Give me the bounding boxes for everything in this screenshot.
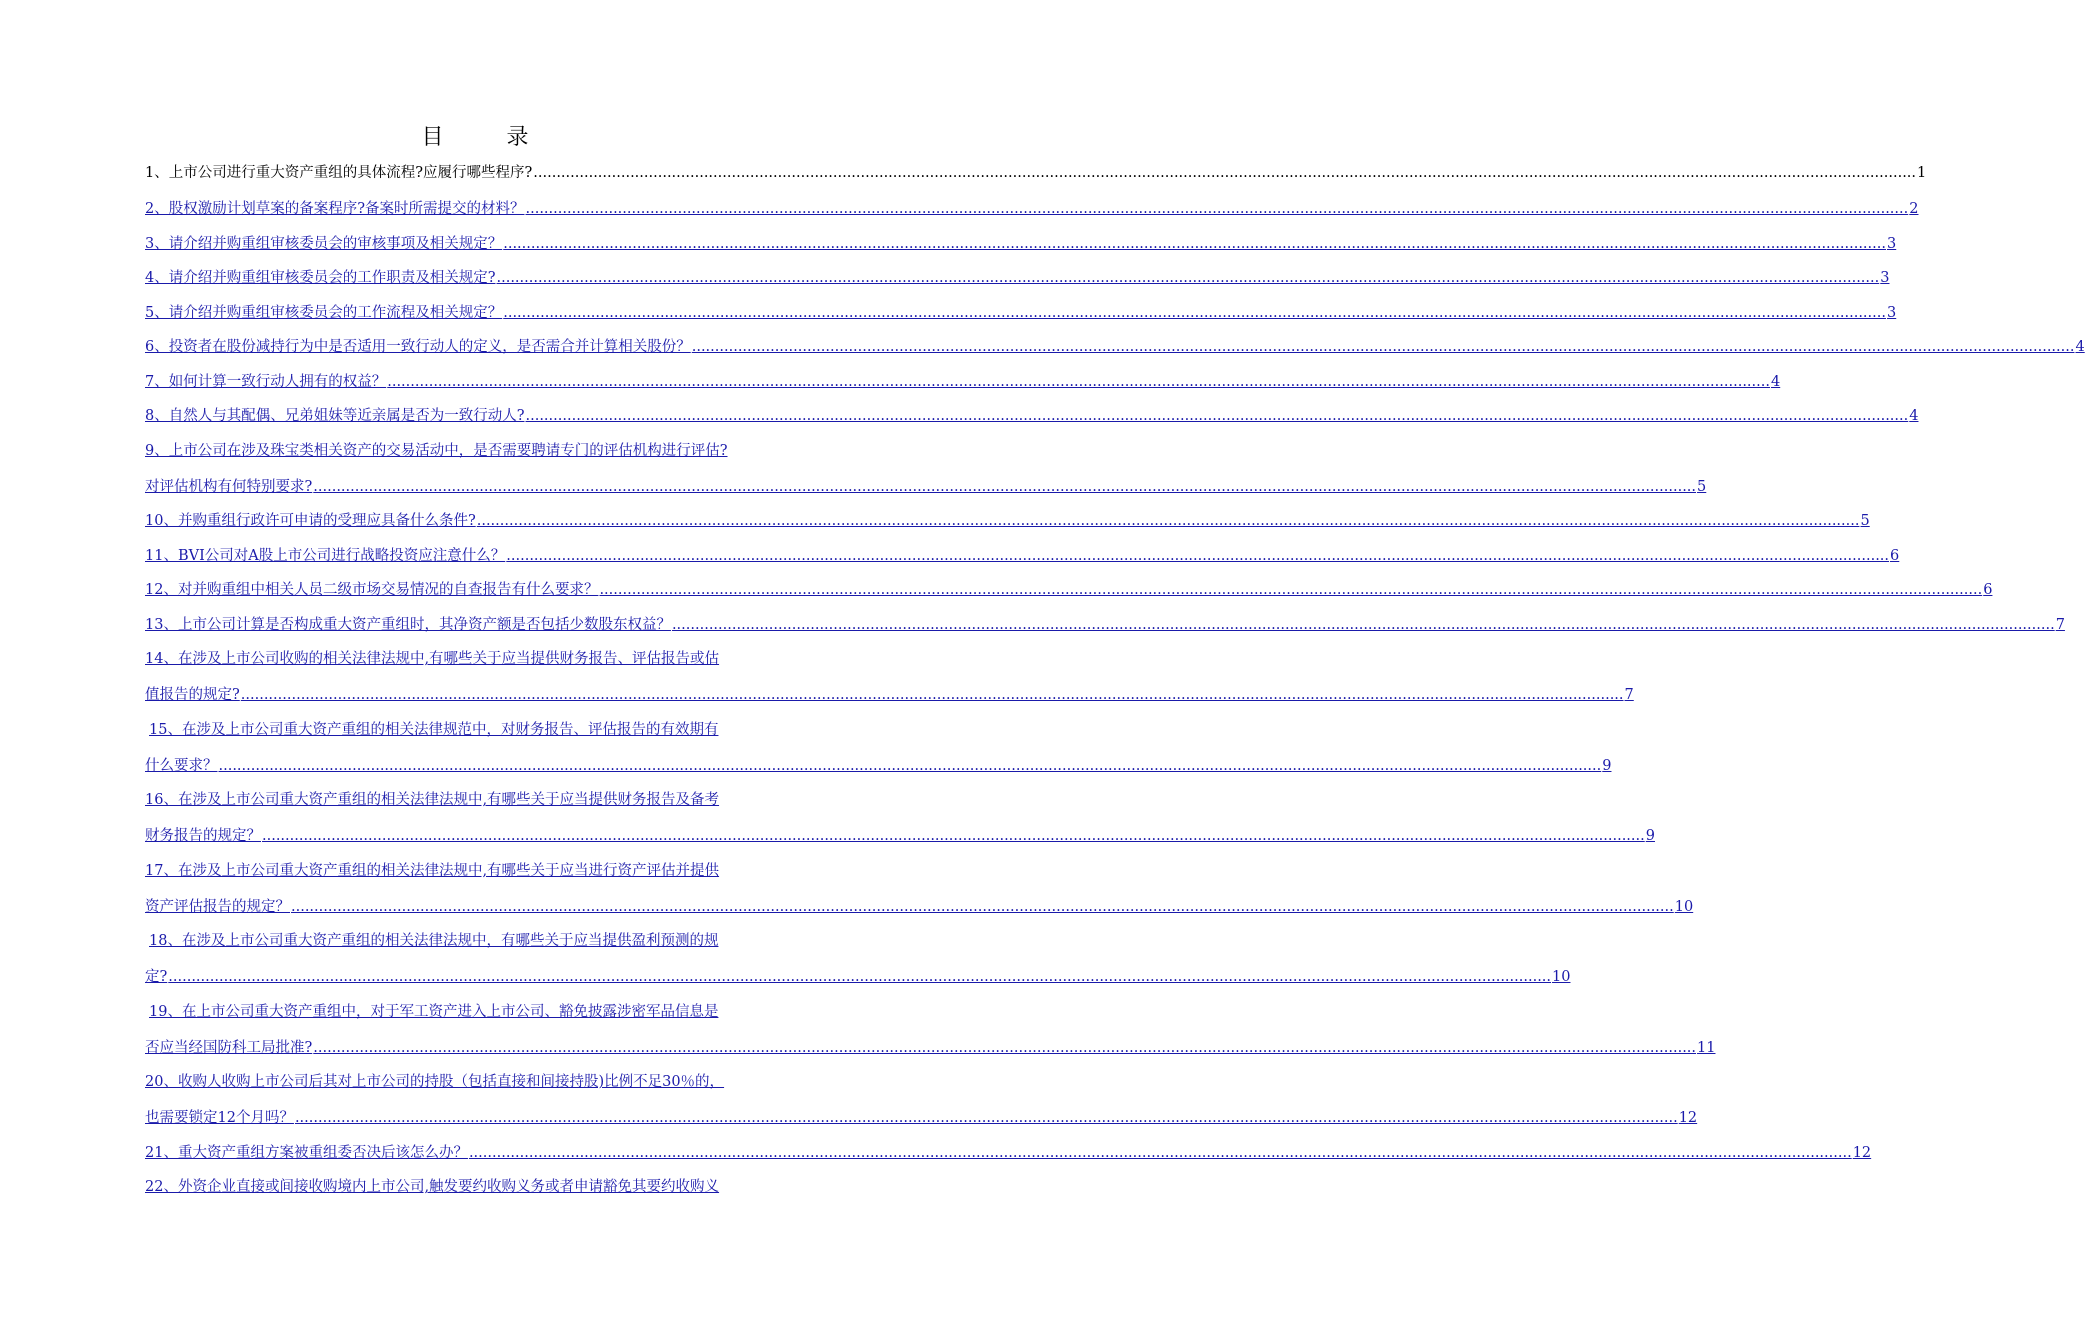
toc-entry-text: 7、如何计算一致行动人拥有的权益？ <box>145 373 387 390</box>
toc-page-number: 4 <box>1909 408 1919 424</box>
toc-entry-text: 19、在上市公司重大资产重组中，对于军工资产进入上市公司、豁免披露涉密军品信息是 <box>149 1003 719 1020</box>
leader-dots <box>533 160 1916 186</box>
leader-dots <box>599 577 1982 603</box>
leader-dots <box>387 369 1770 395</box>
leader-dots <box>313 1035 1696 1061</box>
toc-entry-text: 22、外资企业直接或间接收购境内上市公司,触发要约收购义务或者申请豁免其要约收购义 <box>145 1179 720 1195</box>
toc-entry-2[interactable] <box>145 196 1919 231</box>
leader-dots <box>313 474 1696 500</box>
leader-dots <box>219 753 1602 779</box>
toc-page-number: 11 <box>1697 1039 1716 1056</box>
toc-entry-text-continued: 财务报告的规定？ <box>145 828 261 844</box>
toc-entry-3[interactable] <box>145 231 1897 266</box>
toc-entry-text: 6、投资者在股份减持行为中是否适用一致行动人的定义，是否需合并计算相关股份？ <box>145 339 691 355</box>
toc-entry-19[interactable] <box>145 999 1716 1070</box>
toc-page-number: 5 <box>1697 478 1707 495</box>
leader-dots <box>526 403 1909 429</box>
toc-entry-text-continued: 资产评估报告的规定？ <box>145 898 290 915</box>
toc-entry-12[interactable] <box>145 577 1993 612</box>
leader-dots <box>168 964 1551 990</box>
table-of-contents <box>145 160 2085 1210</box>
toc-entry-text-continued: 什么要求？ <box>145 757 218 774</box>
toc-entry-text: 12、对并购重组中相关人员二级市场交易情况的自查报告有什么要求？ <box>145 582 599 598</box>
toc-entry-15[interactable] <box>145 717 1612 788</box>
leader-dots <box>241 682 1624 708</box>
leader-dots <box>469 1140 1852 1166</box>
toc-entry-1[interactable] <box>145 160 1927 196</box>
toc-entry-10[interactable] <box>145 508 1870 543</box>
toc-entry-text: 2、股权激励计划草案的备案程序?备案时所需提交的材料？ <box>145 201 525 217</box>
toc-page-number: 7 <box>1624 687 1634 703</box>
toc-entry-4[interactable] <box>145 265 1890 300</box>
leader-dots <box>503 300 1886 326</box>
leader-dots <box>692 334 2075 360</box>
toc-page-number: 12 <box>1678 1110 1698 1126</box>
toc-entry-text: 3、请介绍并购重组审核委员会的审核事项及相关规定？ <box>145 235 503 252</box>
toc-entry-text: 11、BVI公司对A股上市公司进行战略投资应注意什么？ <box>145 547 506 564</box>
toc-page-number: 3 <box>1886 304 1897 321</box>
page-title: 目 录 <box>421 125 557 150</box>
leader-dots <box>526 196 1909 222</box>
leader-dots <box>477 508 1860 534</box>
leader-dots <box>291 894 1674 920</box>
toc-entry-text: 18、在涉及上市公司重大资产重组的相关法律法规中，有哪些关于应当提供盈利预测的规 <box>149 933 719 949</box>
toc-entry-14[interactable] <box>145 646 1634 717</box>
toc-entry-text: 4、请介绍并购重组审核委员会的工作职责及相关规定? <box>145 270 496 286</box>
toc-entry-5[interactable] <box>145 300 1897 335</box>
toc-entry-text: 13、上市公司计算是否构成重大资产重组时，其净资产额是否包括少数股东权益？ <box>145 616 671 633</box>
toc-entry-text: 17、在涉及上市公司重大资产重组的相关法律法规中,有哪些关于应当进行资产评估并提供 <box>145 862 720 879</box>
toc-entry-text: 9、上市公司在涉及珠宝类相关资产的交易活动中，是否需要聘请专门的评估机构进行评估? <box>145 442 728 459</box>
leader-dots <box>262 823 1645 849</box>
toc-entry-text: 20、收购人收购上市公司后其对上市公司的持股（包括直接和间接持股)比例不足30％的， <box>145 1074 725 1090</box>
toc-entry-6[interactable] <box>145 334 2085 369</box>
toc-page-number: 9 <box>1602 757 1612 774</box>
toc-page-number: 9 <box>1645 828 1655 844</box>
toc-page-number: 1 <box>1917 165 1927 181</box>
toc-entry-text-continued: 值报告的规定? <box>145 687 240 703</box>
toc-entry-text-continued: 也需要锁定12个月吗？ <box>145 1110 294 1126</box>
toc-page-number: 6 <box>1983 582 1993 598</box>
leader-dots <box>497 265 1880 291</box>
toc-entry-text-continued: 对评估机构有何特别要求? <box>145 478 313 495</box>
toc-entry-11[interactable] <box>145 543 1900 578</box>
toc-entry-9[interactable] <box>145 438 1707 509</box>
toc-page-number: 3 <box>1886 235 1897 252</box>
toc-entry-text: 10、并购重组行政许可申请的受理应具备什么条件? <box>145 513 476 529</box>
toc-page-number: 4 <box>2075 339 2085 355</box>
toc-entry-text: 1、上市公司进行重大资产重组的具体流程?应履行哪些程序? <box>145 165 533 181</box>
leader-dots <box>295 1105 1678 1131</box>
toc-page-number: 3 <box>1880 270 1890 286</box>
toc-entry-text: 16、在涉及上市公司重大资产重组的相关法律法规中,有哪些关于应当提供财务报告及备考 <box>145 792 720 808</box>
toc-page-number: 7 <box>2055 616 2065 633</box>
toc-entry-text: 5、请介绍并购重组审核委员会的工作流程及相关规定？ <box>145 304 503 321</box>
toc-page-number: 6 <box>1890 547 1900 564</box>
toc-page-number: 12 <box>1852 1144 1872 1161</box>
toc-page-number: 10 <box>1674 898 1694 915</box>
toc-entry-text: 8、自然人与其配偶、兄弟姐妹等近亲属是否为一致行动人? <box>145 408 525 424</box>
toc-entry-22[interactable] <box>145 1174 807 1210</box>
toc-entry-16[interactable] <box>145 787 1655 858</box>
toc-entry-18[interactable] <box>145 928 1571 999</box>
toc-entry-20[interactable] <box>145 1069 1698 1140</box>
toc-entry-21[interactable] <box>145 1140 1872 1175</box>
toc-entry-text: 21、重大资产重组方案被重组委否决后该怎么办？ <box>145 1144 468 1161</box>
toc-entry-text-continued: 定? <box>145 969 168 985</box>
toc-page-number: 10 <box>1552 969 1571 985</box>
leader-dots <box>503 231 1886 257</box>
toc-entry-17[interactable] <box>145 858 1694 929</box>
leader-dots <box>672 612 2055 638</box>
leader-dots <box>506 543 1889 569</box>
toc-page-number: 4 <box>1770 373 1781 390</box>
toc-entry-7[interactable] <box>145 369 1781 404</box>
toc-entry-8[interactable] <box>145 403 1919 438</box>
toc-entry-text: 14、在涉及上市公司收购的相关法律法规中,有哪些关于应当提供财务报告、评估报告或估 <box>145 651 720 667</box>
toc-entry-13[interactable] <box>145 612 2065 647</box>
toc-page-number: 2 <box>1909 201 1919 217</box>
toc-entry-text-continued: 否应当经国防科工局批准? <box>145 1039 313 1056</box>
toc-page-number: 5 <box>1860 513 1870 529</box>
toc-entry-text: 15、在涉及上市公司重大资产重组的相关法律规范中，对财务报告、评估报告的有效期有 <box>149 721 719 738</box>
